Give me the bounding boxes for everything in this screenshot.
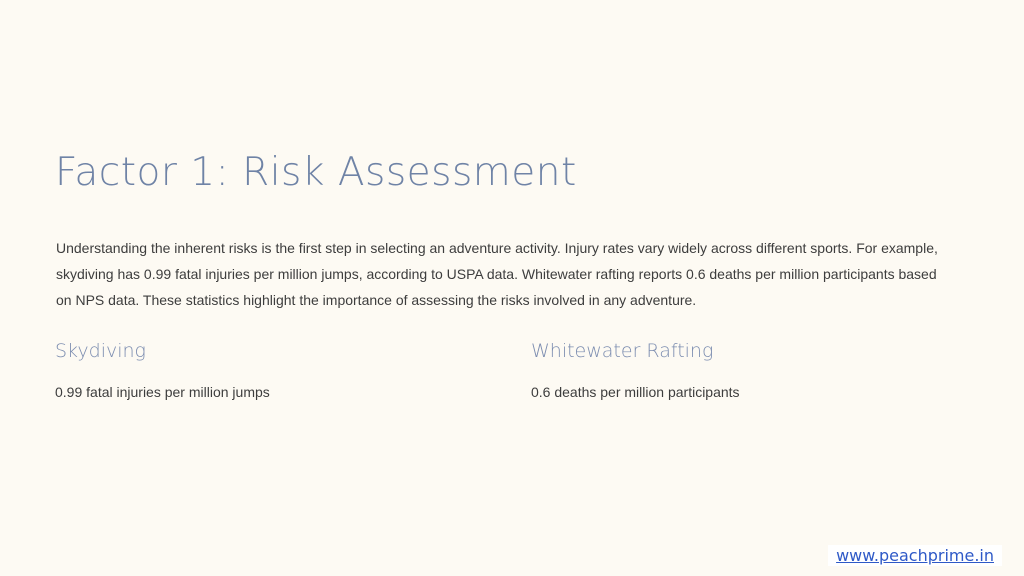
website-link[interactable]: www.peachprime.in — [828, 545, 1002, 566]
column-heading-skydiving: Skydiving — [55, 340, 146, 362]
column-whitewater-rafting — [531, 340, 971, 400]
intro-paragraph: Understanding the inherent risks is the first step in selecting an adventure activity. Injury rates vary widely across different sports. For example, skydiving has 0.99 fatal injuries per million jumps, according to USPA data. Whitewater rafting reports 0.6 deaths per million participants based on NPS data. These statistics highlight the importance of assessing the risks involved in any adventure. — [56, 240, 938, 308]
column-skydiving — [55, 340, 495, 400]
slide-title: Factor 1: Risk Assessment — [55, 150, 577, 195]
column-heading-whitewater-rafting: Whitewater Rafting — [531, 340, 714, 362]
column-text-whitewater-rafting: 0.6 deaths per million participants — [531, 384, 740, 400]
column-text-skydiving: 0.99 fatal injuries per million jumps — [55, 384, 270, 400]
